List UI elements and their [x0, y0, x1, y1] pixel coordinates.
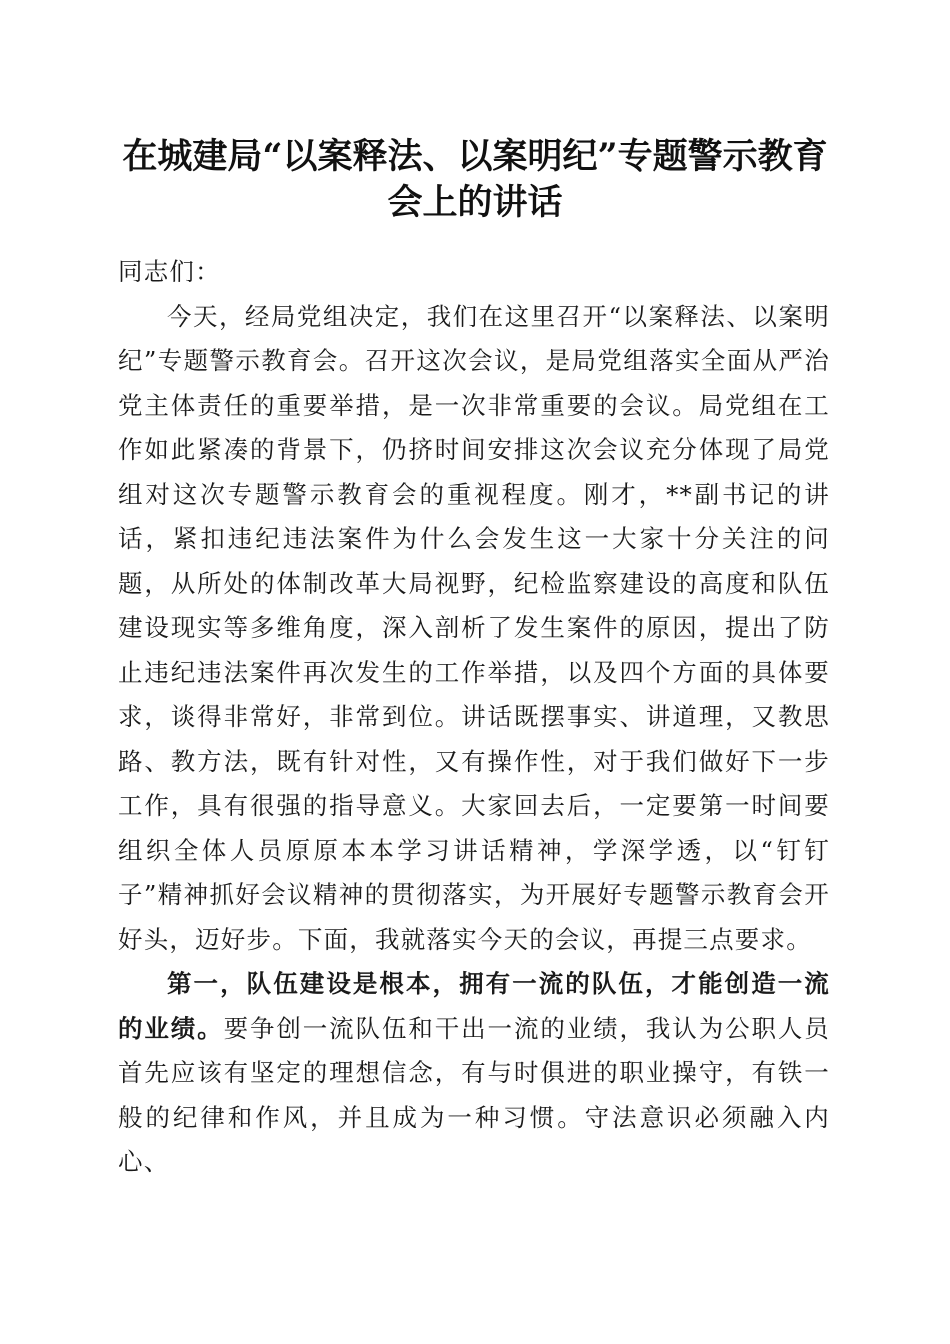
paragraph-2-rest: 要争创一流队伍和干出一流的业绩，我认为公职人员首先应该有坚定的理想信念，有与时俱进的职业操守，有铁一般的纪律和作风，并且成为一种习惯。守法意识必须融入内心、 [118, 1013, 830, 1176]
paragraph-2 [118, 962, 830, 1185]
document-body [118, 250, 830, 1185]
salutation: 同志们： [118, 257, 221, 286]
paragraph-2-lead: 第一，队伍建设是根本，拥有一流的队伍，才能创造一流的业绩。 [118, 969, 830, 1043]
paragraph-1: 今天，经局党组决定，我们在这里召开“以案释法、以案明纪”专题警示教育会。召开这次会议，是局党组落实全面从严治党主体责任的重要举措，是一次非常重要的会议。局党组在工作如此紧凑的背景下，仍挤时间安排这次会议充分体现了局党组对这次专题警示教育会的重视程度。刚才，**副书记的讲话，紧扣违纪违法案件为什么会发生这一大家十分关注的问题，从所处的体制改革大局视野，纪检监察建设的高度和队伍建设现实等多维角度，深入剖析了发生案件的原因，提出了防止违纪违法案件再次发生的工作举措，以及四个方面的具体要求，谈得非常好，非常到位。讲话既摆事实、讲道理，又教思路、教方法，既有针对性，又有操作性，对于我们做好下一步工作，具有很强的指导意义。大家回去后，一定要第一时间要组织全体人员原原本本学习讲话精神，学深学透，以“钉钉子”精神抓好会议精神的贯彻落实，为开展好专题警示教育会开好头，迈好步。下面，我就落实今天的会议，再提三点要求。 [118, 301, 830, 954]
document-title: 在城建局“以案释法、以案明纪”专题警示教育会上的讲话 [122, 136, 828, 223]
